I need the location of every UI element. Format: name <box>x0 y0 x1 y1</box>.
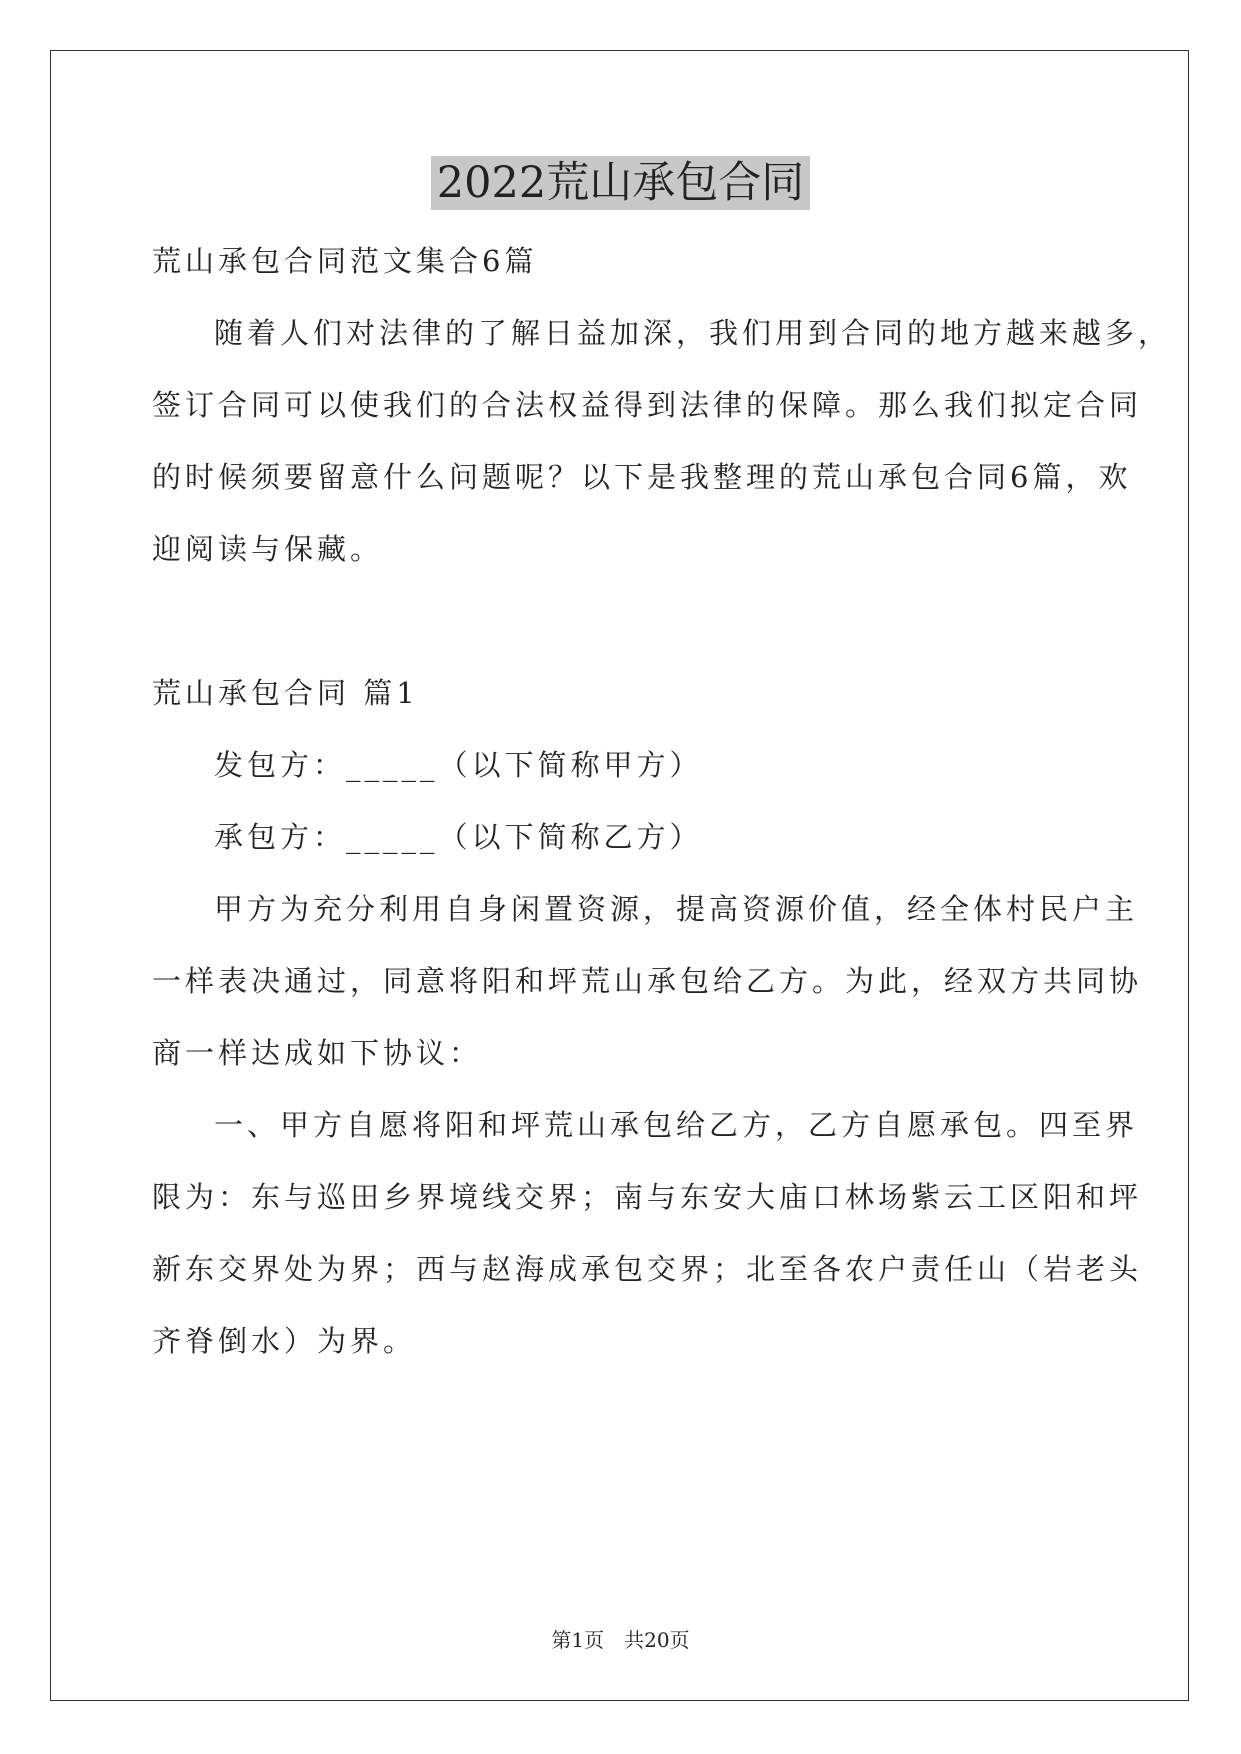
clause-line: 一、甲方自愿将阳和坪荒山承包给乙方，乙方自愿承包。四至界 <box>214 1108 1139 1142</box>
paragraph-line: 的时候须要留意什么问题呢？以下是我整理的荒山承包合同6篇，欢 <box>152 460 1132 494</box>
clause-line: 齐脊倒水）为界。 <box>152 1324 417 1358</box>
paragraph-line: 随着人们对法律的了解日益加深，我们用到合同的地方越来越多， <box>214 316 1172 350</box>
paragraph-line: 签订合同可以使我们的合法权益得到法律的保障。那么我们拟定合同 <box>152 388 1143 422</box>
paragraph-line: 一样表决通过，同意将阳和坪荒山承包给乙方。为此，经双方共同协 <box>152 964 1143 998</box>
paragraph-line: 商一样达成如下协议： <box>152 1036 483 1070</box>
clause-line: 新东交界处为界；西与赵海成承包交界；北至各农户责任山（岩老头 <box>152 1252 1143 1286</box>
page-border <box>50 50 1189 1701</box>
document-title-text: 2022荒山承包合同 <box>431 156 810 210</box>
paragraph-line: 迎阅读与保藏。 <box>152 532 384 566</box>
intro-heading: 荒山承包合同范文集合6篇 <box>152 244 538 278</box>
page-number: 第1页 共20页 <box>551 1628 690 1652</box>
document-title <box>0 153 1241 213</box>
party-b-line: 承包方：_____（以下简称乙方） <box>214 820 703 854</box>
section-heading: 荒山承包合同 篇1 <box>152 676 419 710</box>
paragraph-line: 甲方为充分利用自身闲置资源，提高资源价值，经全体村民户主 <box>214 892 1139 926</box>
clause-line: 限为：东与巡田乡界境线交界；南与东安大庙口林场紫云工区阳和坪 <box>152 1180 1143 1214</box>
party-a-line: 发包方：_____（以下简称甲方） <box>214 748 703 782</box>
